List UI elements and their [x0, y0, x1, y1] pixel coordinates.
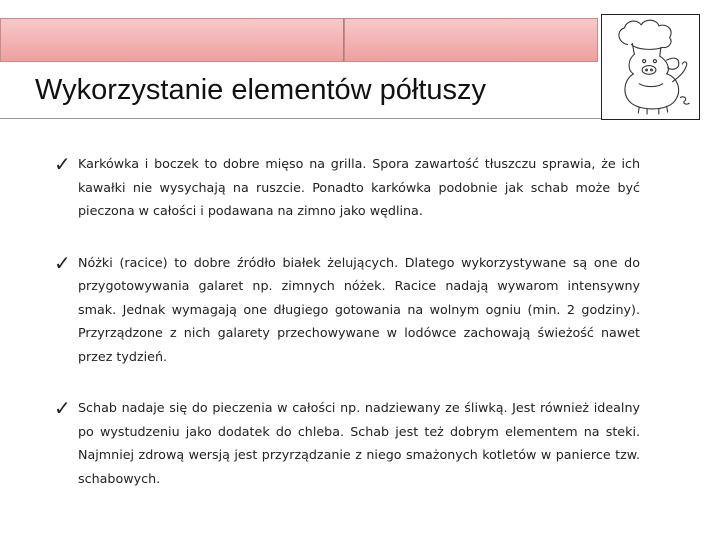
- bullet-text: Schab nadaje się do pieczenia w całości np. nadziewany ze śliwką. Jest również idealny po wystudzeniu jako dodatek do chleba. Schab jest też dobrym elementem na steki. Najmniej zdrową wersją jest przyrządzanie z niego smażonych kotletów w panierce tzw. schabowych.: [78, 400, 640, 486]
- chef-pig-icon: [602, 15, 699, 119]
- checkmark-icon: ✓: [54, 396, 71, 420]
- title-divider: [0, 118, 601, 119]
- bullet-list: [54, 152, 640, 518]
- bullet-text: Nóżki (racice) to dobre źródło białek żelujących. Dlatego wykorzystywane są one do przygotowywania galaret np. zimnych nóżek. Racice nadają wywarom intensywny smak. Jednak wymagają one długiego gotowania na wolnym ogniu (min. 2 godziny). Przyrządzone z nich galarety przechowywane w lodówce zachowają świeżość nawet przez tydzień.: [78, 254, 640, 364]
- checkmark-icon: ✓: [54, 250, 71, 275]
- checkmark-icon: ✓: [54, 152, 71, 176]
- header-band: [0, 18, 598, 62]
- bullet-text: Karkówka i boczek to dobre mięso na grilla. Spora zawartość tłuszczu sprawia, że ich kawałki nie wysychają na ruszcie. Ponadto karkówka podobnie jak schab może być pieczona w całości i podawana na zimno jako wędlina.: [78, 156, 640, 218]
- chef-pig-logo: [601, 14, 700, 120]
- header-band-segment-right: [344, 18, 598, 62]
- header-band-segment-left: [0, 18, 344, 62]
- slide-title: Wykorzystanie elementów półtuszy: [35, 74, 487, 106]
- bullet-item: [54, 251, 640, 369]
- bullet-item: [54, 152, 640, 223]
- bullet-item: [54, 396, 640, 490]
